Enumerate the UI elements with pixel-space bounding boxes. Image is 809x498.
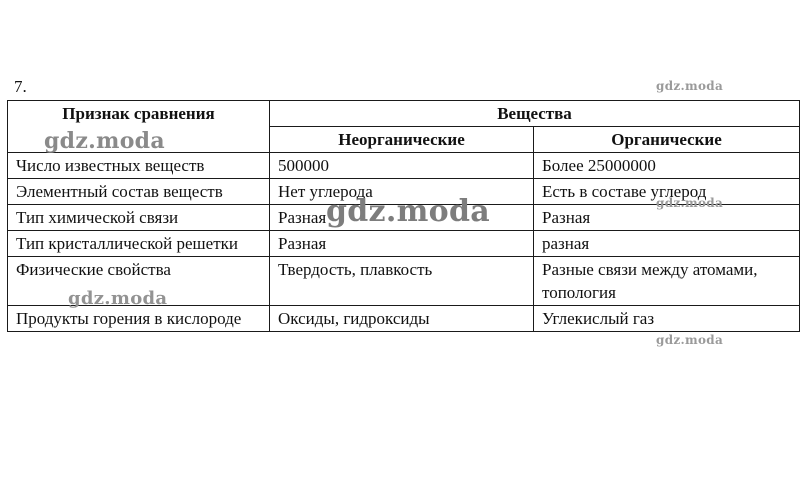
- cell-feature: Элементный состав веществ: [8, 179, 270, 205]
- cell-inorganic: Нет углерода: [270, 179, 534, 205]
- cell-inorganic: Разная: [270, 205, 534, 231]
- table-row: [8, 231, 800, 257]
- cell-organic: Разные связи между атомами, топология: [534, 257, 800, 306]
- table-row: [8, 257, 800, 306]
- cell-feature: Тип химической связи: [8, 205, 270, 231]
- cell-inorganic: Твердость, плавкость: [270, 257, 534, 306]
- cell-feature: Тип кристаллической решетки: [8, 231, 270, 257]
- cell-organic: Более 25000000: [534, 153, 800, 179]
- table-row: [8, 205, 800, 231]
- cell-feature: Число известных веществ: [8, 153, 270, 179]
- cell-organic: Углекислый газ: [534, 306, 800, 332]
- cell-feature: Физические свойства: [8, 257, 270, 306]
- header-feature: Признак сравнения: [8, 101, 270, 153]
- comparison-table: [7, 100, 800, 332]
- cell-feature: Продукты горения в кислороде: [8, 306, 270, 332]
- watermark: gdz.moda: [656, 196, 724, 210]
- cell-inorganic: Оксиды, гидроксиды: [270, 306, 534, 332]
- watermark: gdz.moda: [68, 288, 168, 309]
- table-row: [8, 153, 800, 179]
- table-row: [8, 179, 800, 205]
- watermark: gdz.moda: [326, 194, 491, 229]
- header-organic: Органические: [534, 127, 800, 153]
- header-inorganic: Неорганические: [270, 127, 534, 153]
- watermark: gdz.moda: [656, 79, 724, 93]
- header-row-top: [8, 101, 800, 127]
- cell-organic: Разная: [534, 205, 800, 231]
- watermark: gdz.moda: [44, 128, 165, 154]
- table-row: [8, 306, 800, 332]
- task-number: 7.: [14, 77, 27, 96]
- cell-inorganic: 500000: [270, 153, 534, 179]
- cell-organic: разная: [534, 231, 800, 257]
- cell-inorganic: Разная: [270, 231, 534, 257]
- header-substances: Вещества: [270, 101, 800, 127]
- cell-organic: Есть в составе углерод: [534, 179, 800, 205]
- watermark: gdz.moda: [656, 333, 724, 347]
